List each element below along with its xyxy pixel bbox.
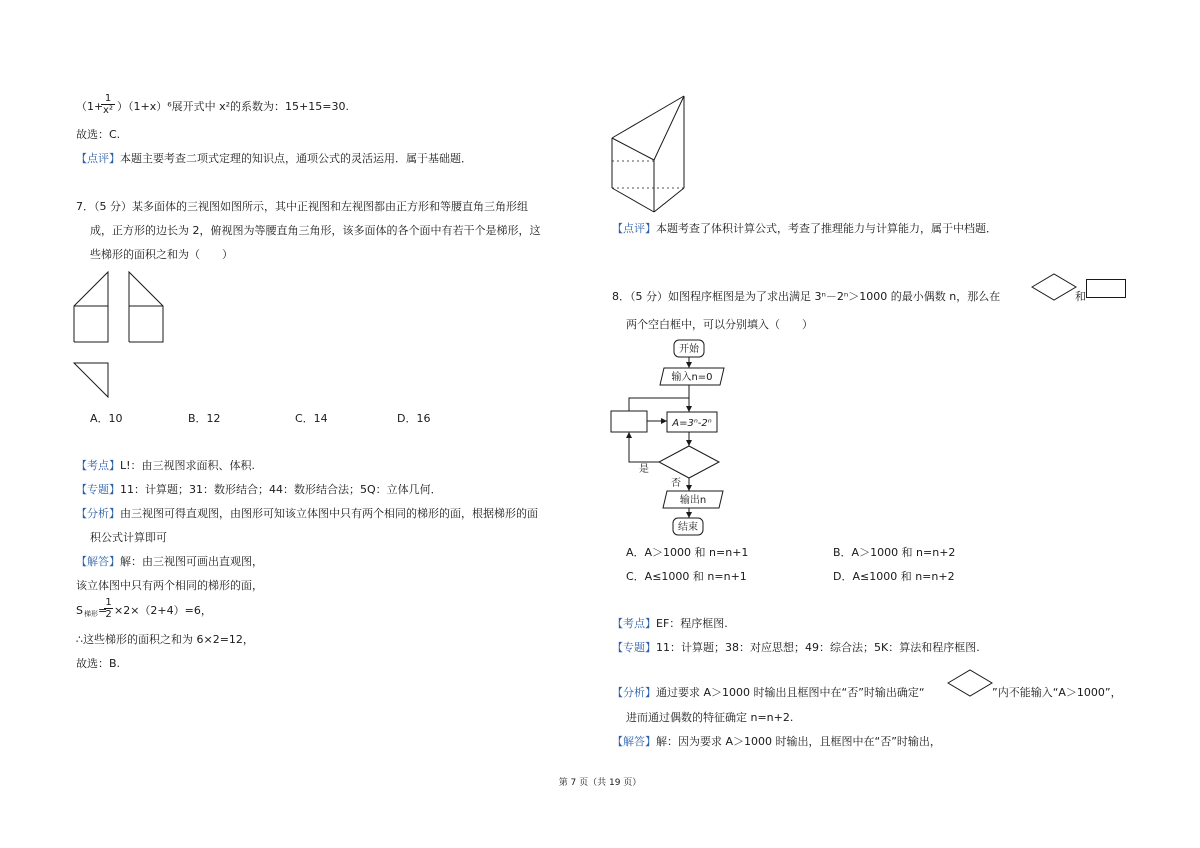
area-subscript: 梯形 — [84, 610, 98, 618]
diamond-shape-icon — [1032, 274, 1076, 300]
sum-line: ∴这些梯形的面积之和为 6×2=12， — [76, 633, 254, 646]
zhuanti-text: 11：计算题；31：数形结合；44：数形结合法；5Q：立体几何． — [120, 483, 442, 496]
zhuanti-tag: 【专题】 — [76, 483, 120, 496]
q7-option-d: D．16 — [397, 412, 431, 425]
diamond-inline-icon — [948, 670, 992, 696]
q8-option-b: B．A＞1000 和 n=n+2 — [833, 546, 956, 559]
kaodian-1 — [76, 459, 255, 473]
rectangle-shape-icon — [1086, 279, 1126, 299]
polyhedron-diagram — [610, 94, 690, 214]
jieda-1 — [76, 555, 263, 569]
fenxi-tag: 【分析】 — [76, 507, 120, 520]
jieda-2 — [612, 735, 941, 749]
flow-blank-box — [611, 411, 647, 432]
area-eq: = — [98, 604, 108, 617]
fenxi-1 — [76, 507, 538, 521]
side-view — [129, 272, 163, 342]
expansion-rest: ）（1+x）⁶展开式中 x²的系数为：15+15=30. — [117, 100, 349, 113]
review2-tag: 【点评】 — [612, 222, 656, 235]
kaodian2-tag: 【考点】 — [612, 617, 656, 630]
fenxi2-tag: 【分析】 — [612, 686, 656, 699]
zhuanti2-text: 11：计算题；38：对应思想；49：综合法；5K：算法和程序框图. — [656, 641, 980, 654]
fenxi-text: 由三视图可得直观图，由图形可知该立体图中只有两个相同的梯形的面，根据梯形的面 — [120, 507, 538, 520]
q7-option-a: A．10 — [90, 412, 123, 425]
area-fraction-denominator: 2 — [105, 609, 112, 620]
front-view — [74, 272, 108, 342]
flow-start-label: 开始 — [679, 344, 699, 355]
q7-line3: 些梯形的面积之和为（ ） — [90, 248, 233, 261]
jieda-text: 解：由三视图可画出直观图， — [120, 555, 263, 568]
fenxi-line2: 积公式计算即可 — [90, 531, 167, 544]
jieda-tag: 【解答】 — [76, 555, 120, 568]
q8-option-a: A．A＞1000 和 n=n+1 — [626, 546, 749, 559]
solution-line2: 该立体图中只有两个相同的梯形的面， — [76, 579, 263, 592]
review-1 — [76, 152, 472, 166]
review-tag: 【点评】 — [76, 152, 120, 165]
select-b: 故选：B. — [76, 657, 121, 670]
area-s: S — [76, 604, 83, 617]
zhuanti-2 — [612, 641, 980, 655]
flow-decision-diamond — [659, 446, 719, 478]
review-2 — [612, 222, 997, 236]
expansion-fraction — [101, 93, 115, 116]
review2-text: 本题考查了体积计算公式，考查了推理能力与计算能力，属于中档题． — [656, 222, 997, 235]
q8-option-d: D．A≤1000 和 n=n+2 — [833, 570, 955, 583]
q7-option-b: B．12 — [188, 412, 221, 425]
area-rest: ×2×（2+4）=6， — [114, 604, 212, 617]
q8-option-c: C．A≤1000 和 n=n+1 — [626, 570, 747, 583]
flow-no-label: 否 — [671, 478, 681, 489]
q8-line1: 8．（5 分）如图程序框图是为了求出满足 3ⁿ－2ⁿ＞1000 的最小偶数 n，那么在 — [612, 290, 1001, 303]
fraction-denominator: x² — [101, 104, 115, 116]
flow-yes-label: 是 — [639, 464, 649, 475]
expansion-open: （1+ — [76, 100, 104, 113]
select-c: 故选：C. — [76, 128, 121, 141]
top-view — [74, 363, 108, 397]
flow-end-label: 结束 — [678, 522, 698, 533]
q7-line2: 成，正方形的边长为 2，俯视图为等腰直角三角形，该多面体的各个面中有若干个是梯形，这 — [90, 224, 541, 237]
kaodian2-text: EF：程序框图. — [656, 617, 728, 630]
area-fraction-numerator: 1 — [105, 597, 112, 608]
review-text: 本题主要考查二项式定理的知识点，通项公式的灵活运用．属于基础题． — [120, 152, 472, 165]
area-fraction — [104, 597, 113, 620]
flow-output-label: 输出n — [679, 495, 707, 506]
q8-line2: 两个空白框中，可以分别填入（ ） — [626, 318, 813, 331]
q7-line1: 7．（5 分）某多面体的三视图如图所示，其中正视图和左视图都由正方形和等腰直角三角形组 — [76, 200, 528, 213]
fenxi2-line2: 进而通过偶数的特征确定 n=n+2. — [626, 711, 794, 724]
q8-and: 和 — [1075, 290, 1086, 303]
kaodian-text: L!：由三视图求面积、体积. — [120, 459, 256, 472]
kaodian-tag: 【考点】 — [76, 459, 120, 472]
fenxi2-text: 通过要求 A＞1000 时输出且框图中在“否”时输出确定“ — [656, 686, 925, 699]
jieda2-text: 解：因为要求 A＞1000 时输出，且框图中在“否”时输出， — [656, 735, 941, 748]
q7-option-c: C．14 — [295, 412, 328, 425]
kaodian-2 — [612, 617, 728, 631]
fraction-numerator: 1 — [104, 93, 112, 104]
flow-assign-label: A=3ⁿ-2ⁿ — [672, 418, 712, 429]
jieda2-tag: 【解答】 — [612, 735, 656, 748]
zhuanti2-tag: 【专题】 — [612, 641, 656, 654]
zhuanti-1 — [76, 483, 442, 497]
fenxi2-text-end: ”内不能输入“A＞1000”， — [992, 686, 1122, 699]
three-view-diagram — [70, 270, 170, 400]
flow-input-label: 输入n=0 — [671, 372, 713, 383]
page-footer: 第 7 页（共 19 页） — [558, 778, 642, 788]
flowchart — [605, 338, 745, 538]
fenxi-2 — [612, 686, 925, 700]
